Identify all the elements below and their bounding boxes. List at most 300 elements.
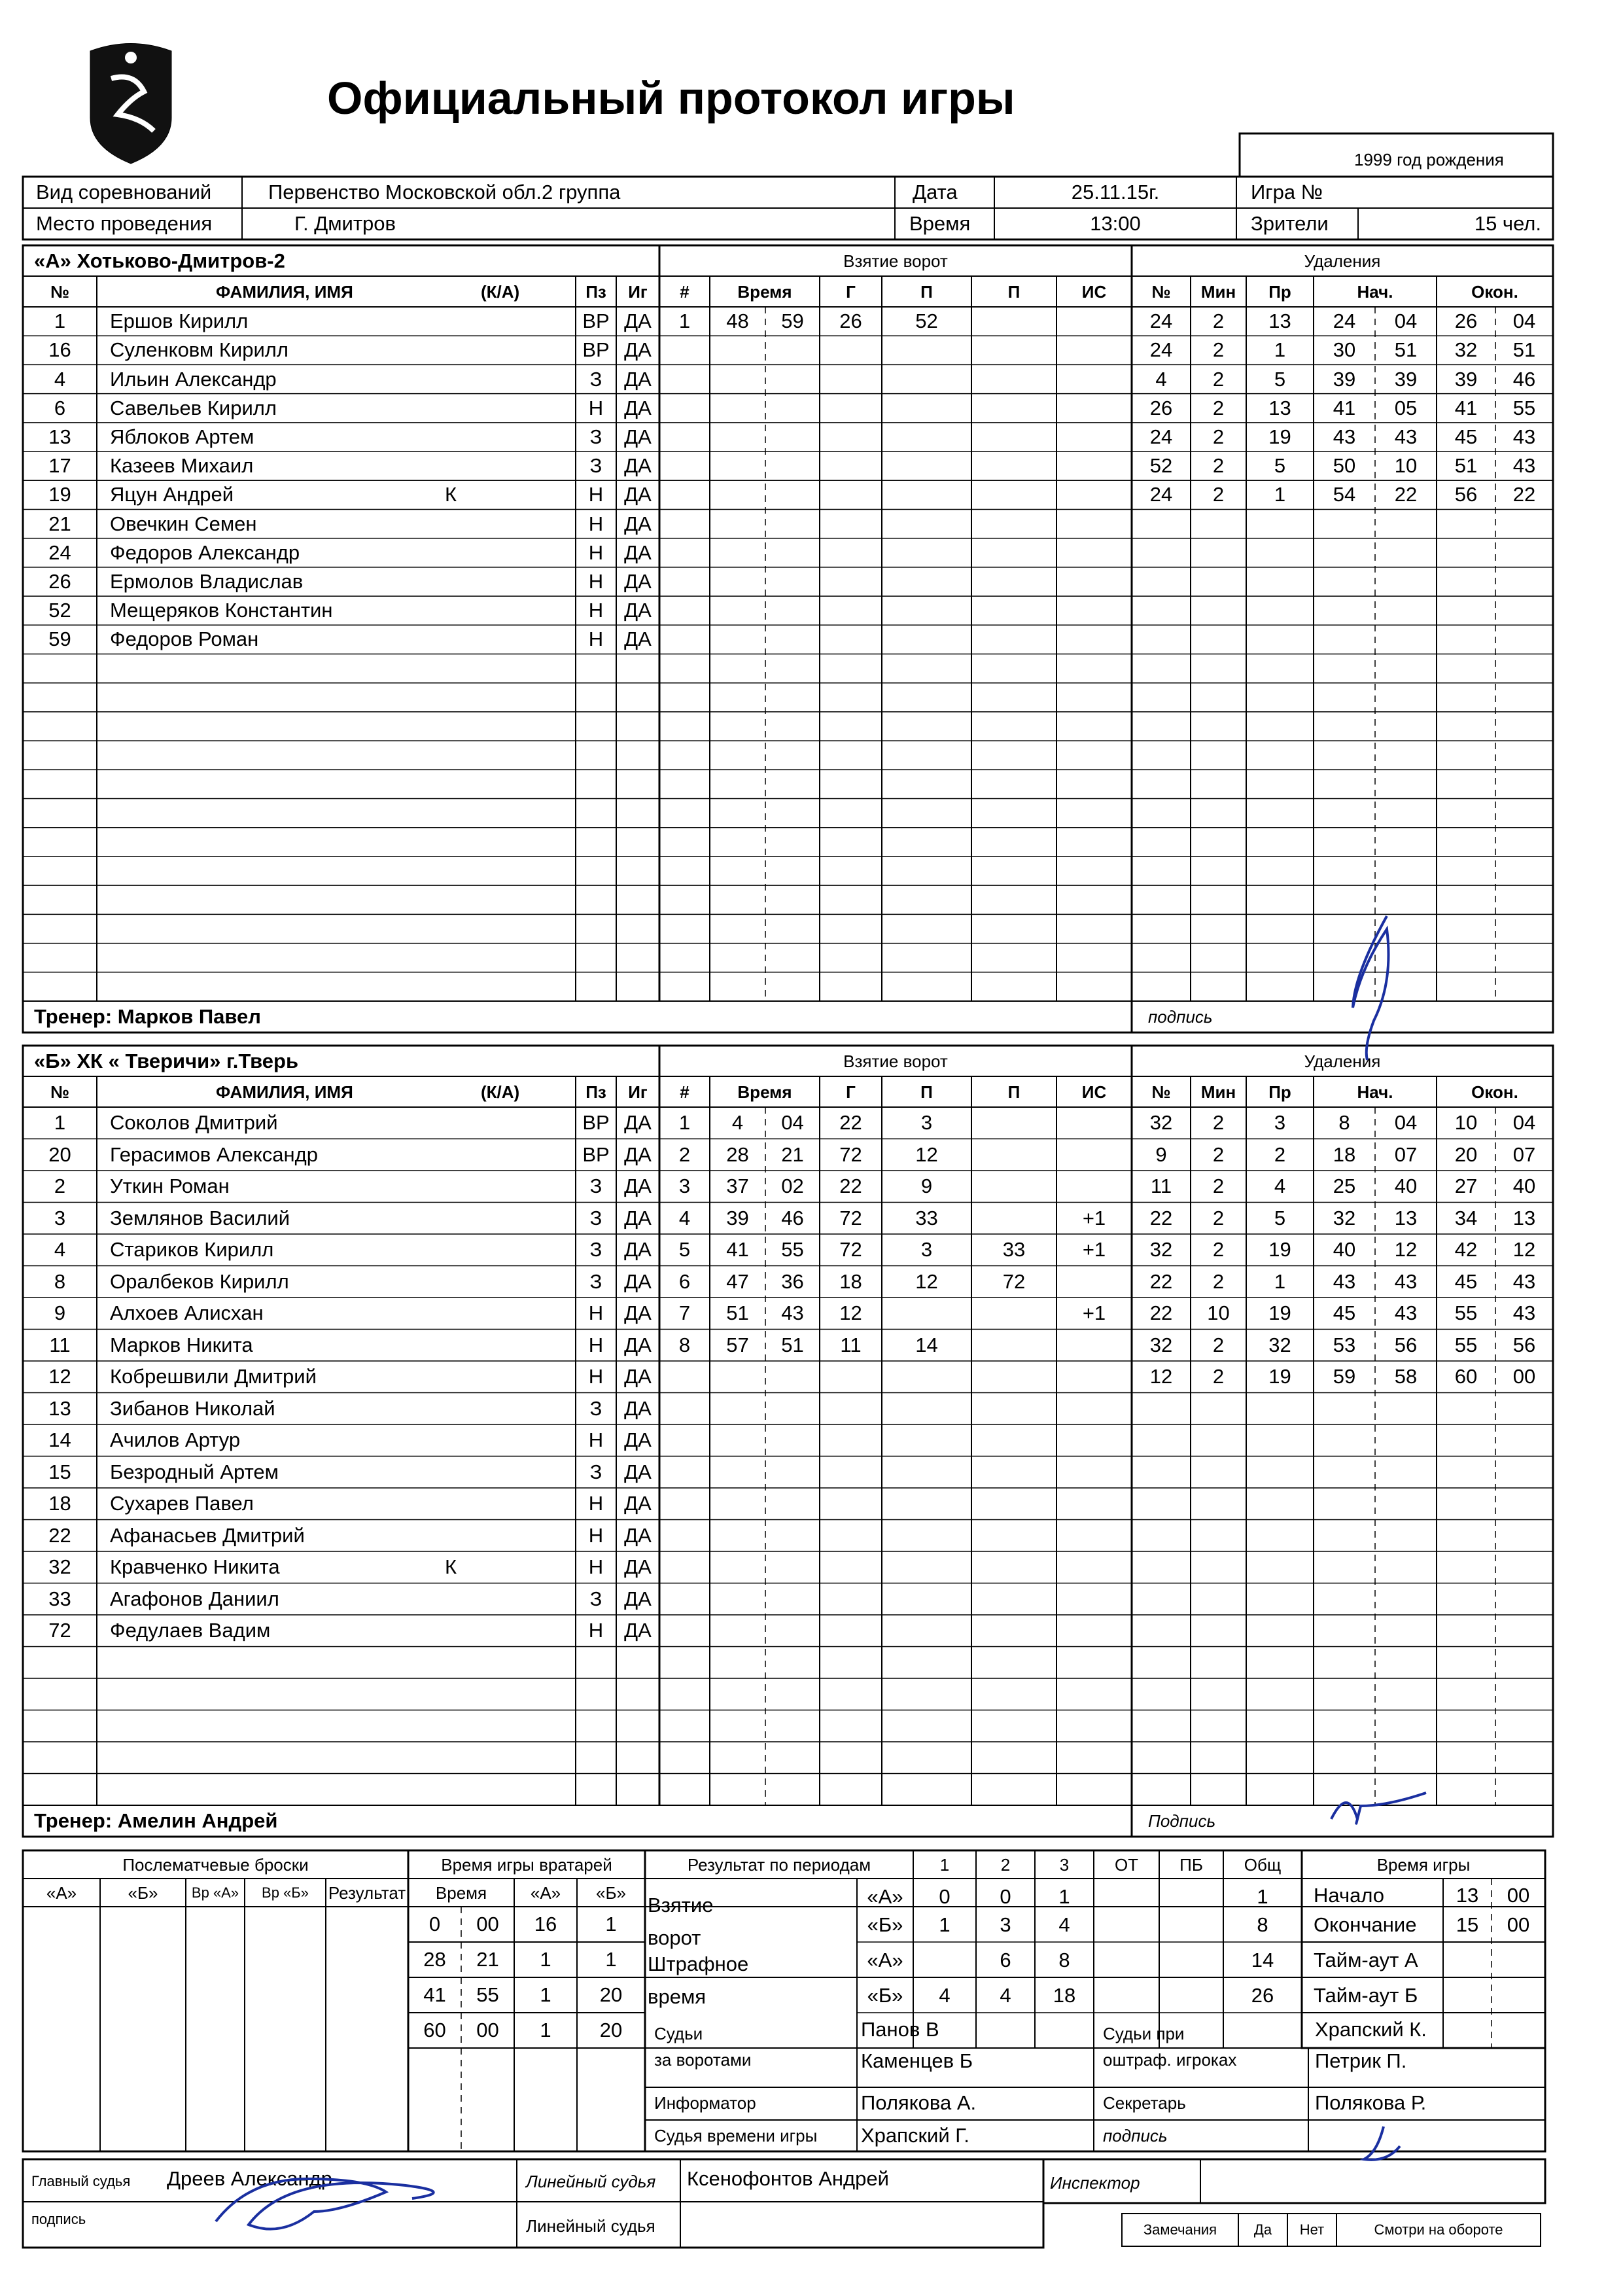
goal-cell: 72 bbox=[839, 1206, 862, 1229]
player-number: 14 bbox=[48, 1428, 71, 1452]
goalie-col-time: Время bbox=[435, 1883, 487, 1903]
penalty-cell: 2 bbox=[1212, 309, 1225, 333]
goalie-cell: 20 bbox=[599, 2019, 623, 2041]
player-number: 6 bbox=[54, 396, 66, 419]
penalty-cell: 2 bbox=[1212, 1269, 1225, 1293]
shootout-col: Вр «А» bbox=[191, 1884, 239, 1901]
penalty-cell: 4 bbox=[1155, 367, 1167, 391]
player-played: ДА bbox=[624, 1174, 652, 1198]
chief-referee-name: Дреев Александр bbox=[167, 2167, 332, 2190]
results-cell: 4 bbox=[939, 1984, 951, 2007]
goal-cell: 2 bbox=[678, 1142, 691, 1166]
player-played: ДА bbox=[624, 309, 652, 333]
player-played: ДА bbox=[624, 367, 652, 391]
penalty-cell: 58 bbox=[1394, 1365, 1418, 1388]
birth-year: 1999 год рождения bbox=[1354, 150, 1504, 169]
pen-judge-2: Петрик П. bbox=[1315, 2049, 1407, 2072]
col-goal-num: # bbox=[680, 282, 689, 302]
time-label: Время bbox=[909, 212, 971, 235]
goal-cell: 22 bbox=[839, 1174, 862, 1198]
goal-cell: 4 bbox=[731, 1111, 744, 1135]
penalty-cell: 43 bbox=[1512, 425, 1536, 448]
player-played: ДА bbox=[624, 1428, 652, 1452]
penalty-cell: 43 bbox=[1333, 1269, 1356, 1293]
goal-cell: 47 bbox=[726, 1269, 749, 1293]
goal-cell: 18 bbox=[839, 1269, 862, 1293]
player-number: 52 bbox=[48, 599, 71, 622]
player-number: 33 bbox=[48, 1587, 71, 1610]
goal-cell: +1 bbox=[1082, 1301, 1106, 1325]
penalty-cell: 32 bbox=[1149, 1111, 1173, 1135]
player-played: ДА bbox=[624, 512, 652, 535]
penalty-cell: 24 bbox=[1149, 338, 1173, 362]
inspector-label: Инспектор bbox=[1050, 2173, 1140, 2193]
penalty-cell: 10 bbox=[1207, 1301, 1230, 1325]
player-name: Оралбеков Кирилл bbox=[110, 1269, 289, 1293]
penalty-cell: 32 bbox=[1149, 1238, 1173, 1262]
penalty-cell: 55 bbox=[1512, 396, 1536, 419]
goalie-col-b: «Б» bbox=[596, 1883, 626, 1903]
penalty-cell: 19 bbox=[1268, 1301, 1291, 1325]
goal-cell: 55 bbox=[781, 1238, 804, 1262]
penalty-cell: 60 bbox=[1454, 1365, 1478, 1388]
results-cell: 18 bbox=[1053, 1984, 1076, 2007]
penalty-cell: 51 bbox=[1512, 338, 1536, 362]
goal-cell: 72 bbox=[1002, 1269, 1026, 1293]
goalie-time-title: Время игры вратарей bbox=[441, 1855, 612, 1875]
results-cell: 8 bbox=[1257, 1913, 1268, 1936]
col-pen-end: Окон. bbox=[1471, 282, 1518, 302]
goal-cell: 04 bbox=[781, 1111, 804, 1135]
penalty-cell: 1 bbox=[1274, 338, 1286, 362]
goal-judge-1: Панов В bbox=[861, 2018, 939, 2041]
game-start-hour: 13 bbox=[1456, 1884, 1479, 1907]
player-played: ДА bbox=[624, 338, 652, 362]
col-assist-1: П bbox=[920, 282, 933, 302]
player-position: Н bbox=[588, 569, 604, 593]
penalty-cell: 3 bbox=[1274, 1111, 1286, 1135]
remarks-see-back: Смотри на обороте bbox=[1374, 2221, 1503, 2238]
penalty-cell: 2 bbox=[1212, 425, 1225, 448]
penalties-title: Удаления bbox=[1304, 251, 1381, 271]
penalty-cell: 50 bbox=[1333, 454, 1356, 478]
player-played: ДА bbox=[624, 483, 652, 506]
penalty-cell: 46 bbox=[1512, 367, 1536, 391]
penalty-cell: 43 bbox=[1394, 425, 1418, 448]
player-name: Федоров Александр bbox=[110, 540, 300, 564]
penalty-cell: 39 bbox=[1394, 367, 1418, 391]
results-team: «Б» bbox=[867, 1984, 903, 2007]
results-cell: 4 bbox=[1058, 1913, 1070, 1936]
spectators-value: 15 чел. bbox=[1474, 212, 1541, 235]
player-name: Суленковм Кирилл bbox=[110, 338, 288, 362]
penalty-cell: 19 bbox=[1268, 425, 1291, 448]
penalty-cell: 9 bbox=[1155, 1142, 1167, 1166]
goal-cell: 57 bbox=[726, 1333, 749, 1356]
results-goals-label: ворот bbox=[648, 1926, 701, 1949]
col-pen-min: Мин bbox=[1200, 1082, 1236, 1102]
penalty-cell: 40 bbox=[1394, 1174, 1418, 1198]
player-name: Агафонов Даниил bbox=[110, 1587, 279, 1610]
player-name: Землянов Василий bbox=[110, 1206, 290, 1229]
player-position: ВР bbox=[582, 1111, 610, 1135]
player-played: ДА bbox=[624, 1523, 652, 1547]
penalty-cell: 52 bbox=[1149, 454, 1173, 478]
goal-cell: 36 bbox=[781, 1269, 804, 1293]
results-cell: 4 bbox=[1000, 1984, 1011, 2007]
results-goals-label: Взятие bbox=[648, 1894, 714, 1916]
player-name: Кравченко Никита bbox=[110, 1555, 280, 1579]
goalie-cell: 00 bbox=[476, 2019, 499, 2041]
penalty-cell: 2 bbox=[1212, 483, 1225, 506]
penalty-cell: 04 bbox=[1394, 1111, 1418, 1135]
goalie-cell: 41 bbox=[423, 1983, 446, 2006]
player-position: З bbox=[589, 1460, 602, 1483]
player-position: З bbox=[589, 454, 602, 478]
penalty-cell: 51 bbox=[1454, 454, 1478, 478]
penalty-cell: 12 bbox=[1512, 1238, 1536, 1262]
player-number: 12 bbox=[48, 1365, 71, 1388]
penalty-cell: 45 bbox=[1333, 1301, 1356, 1325]
col-goal-time: Время bbox=[737, 282, 792, 302]
shootout-col: «Б» bbox=[128, 1883, 158, 1903]
col-pen-start: Нач. bbox=[1357, 1082, 1393, 1102]
game-end-label: Окончание bbox=[1314, 1913, 1417, 1936]
goal-cell: 51 bbox=[726, 1301, 749, 1325]
player-name: Ершов Кирилл bbox=[110, 309, 249, 333]
col-scorer: Г bbox=[846, 1082, 856, 1102]
penalty-cell: 55 bbox=[1454, 1333, 1478, 1356]
penalty-cell: 1 bbox=[1274, 1269, 1286, 1293]
goal-judge-2: Каменцев Б bbox=[861, 2049, 973, 2072]
goal-cell: 43 bbox=[781, 1301, 804, 1325]
col-pen-num: № bbox=[1151, 1082, 1171, 1102]
player-name: Безродный Артем bbox=[110, 1460, 279, 1483]
col-pen-min: Мин bbox=[1200, 282, 1236, 302]
game-start-label: Начало bbox=[1314, 1884, 1385, 1907]
player-played: ДА bbox=[624, 1396, 652, 1420]
player-played: ДА bbox=[624, 627, 652, 651]
goal-judges-label: за воротами bbox=[654, 2050, 752, 2070]
player-name: Яблоков Артем bbox=[110, 425, 254, 448]
penalty-cell: 19 bbox=[1268, 1238, 1291, 1262]
results-team: «Б» bbox=[867, 1913, 903, 1936]
player-position: З bbox=[589, 1587, 602, 1610]
results-cell: 3 bbox=[1000, 1913, 1011, 1936]
goalie-cell: 20 bbox=[599, 1983, 623, 2006]
player-name: Савельев Кирилл bbox=[110, 396, 277, 419]
player-captain-mark: К bbox=[445, 483, 457, 506]
goalie-cell: 00 bbox=[476, 1913, 499, 1935]
goal-cell: 33 bbox=[915, 1206, 938, 1229]
goal-cell: 33 bbox=[1002, 1238, 1026, 1262]
player-position: ВР bbox=[582, 1142, 610, 1166]
results-cell: 8 bbox=[1058, 1949, 1070, 1971]
goal-cell: +1 bbox=[1082, 1238, 1106, 1262]
pen-judge-1: Храпский К. bbox=[1315, 2018, 1427, 2041]
penalty-cell: 2 bbox=[1212, 1111, 1225, 1135]
penalty-cell: 18 bbox=[1333, 1142, 1356, 1166]
penalty-cell: 43 bbox=[1512, 454, 1536, 478]
player-number: 4 bbox=[54, 367, 66, 391]
penalty-cell: 59 bbox=[1333, 1365, 1356, 1388]
player-number: 19 bbox=[48, 483, 71, 506]
player-position: З bbox=[589, 1238, 602, 1262]
player-position: Н bbox=[588, 1492, 604, 1515]
goal-cell: 52 bbox=[915, 309, 938, 333]
penalty-cell: 13 bbox=[1394, 1206, 1418, 1229]
player-number: 8 bbox=[54, 1269, 66, 1293]
col-situation: ИС bbox=[1081, 282, 1107, 302]
timeout-a-label: Тайм-аут А bbox=[1314, 1949, 1418, 1971]
goal-cell: 72 bbox=[839, 1238, 862, 1262]
player-position: ВР bbox=[582, 338, 610, 362]
player-number: 16 bbox=[48, 338, 71, 362]
coach-name: Тренер: Марков Павел bbox=[34, 1005, 261, 1028]
penalty-cell: 2 bbox=[1212, 1238, 1225, 1262]
goal-cell: 59 bbox=[781, 309, 804, 333]
player-played: ДА bbox=[624, 1142, 652, 1166]
team-title: «Б» ХК « Тверичи» г.Тверь bbox=[34, 1050, 299, 1072]
penalty-cell: 43 bbox=[1512, 1269, 1536, 1293]
penalty-cell: 53 bbox=[1333, 1333, 1356, 1356]
col-name: ФАМИЛИЯ, ИМЯ bbox=[216, 282, 353, 302]
player-position: З bbox=[589, 1269, 602, 1293]
player-number: 18 bbox=[48, 1492, 71, 1515]
goalie-cell: 21 bbox=[476, 1948, 499, 1971]
col-played: Иг bbox=[628, 1082, 648, 1102]
penalty-cell: 10 bbox=[1394, 454, 1418, 478]
col-goal-time: Время bbox=[737, 1082, 792, 1102]
player-position: Н bbox=[588, 512, 604, 535]
penalty-cell: 39 bbox=[1454, 367, 1478, 391]
player-number: 20 bbox=[48, 1142, 71, 1166]
penalty-cell: 56 bbox=[1512, 1333, 1536, 1356]
player-name: Кобрешвили Дмитрий bbox=[110, 1365, 317, 1388]
results-cell: 0 bbox=[1000, 1885, 1011, 1908]
player-position: Н bbox=[588, 540, 604, 564]
col-num: № bbox=[50, 282, 69, 302]
col-situation: ИС bbox=[1081, 1082, 1107, 1102]
player-number: 1 bbox=[54, 1111, 66, 1135]
player-position: Н bbox=[588, 1619, 604, 1642]
player-name: Федоров Роман bbox=[110, 627, 259, 651]
player-position: З bbox=[589, 1174, 602, 1198]
informer-label: Информатор bbox=[654, 2093, 756, 2113]
period-col: 2 bbox=[1000, 1855, 1011, 1875]
penalty-cell: 42 bbox=[1454, 1238, 1478, 1262]
penalty-cell: 22 bbox=[1149, 1269, 1173, 1293]
goal-cell: 3 bbox=[920, 1238, 933, 1262]
penalty-cell: 07 bbox=[1394, 1142, 1418, 1166]
penalty-cell: 05 bbox=[1394, 396, 1418, 419]
goals-title: Взятие ворот bbox=[843, 251, 948, 271]
penalty-cell: 32 bbox=[1268, 1333, 1291, 1356]
goal-cell: 22 bbox=[839, 1111, 862, 1135]
team-title: «А» Хотьково-Дмитров-2 bbox=[34, 249, 285, 272]
player-number: 2 bbox=[54, 1174, 66, 1198]
player-name: Стариков Кирилл bbox=[110, 1238, 274, 1262]
timeout-b-label: Тайм-аут Б bbox=[1314, 1984, 1418, 2007]
shootout-col: Вр «Б» bbox=[262, 1884, 309, 1901]
penalty-cell: 32 bbox=[1454, 338, 1478, 362]
goalie-cell: 55 bbox=[476, 1983, 499, 2006]
results-team: «А» bbox=[867, 1885, 903, 1908]
penalty-cell: 5 bbox=[1274, 367, 1286, 391]
penalty-cell: 12 bbox=[1149, 1365, 1173, 1388]
period-col: Общ bbox=[1244, 1855, 1282, 1875]
player-position: Н bbox=[588, 396, 604, 419]
goal-cell: 3 bbox=[678, 1174, 691, 1198]
col-scorer: Г bbox=[846, 282, 856, 302]
results-cell: 14 bbox=[1251, 1949, 1274, 1971]
player-number: 13 bbox=[48, 1396, 71, 1420]
time-value: 13:00 bbox=[1090, 212, 1141, 235]
penalty-cell: 10 bbox=[1454, 1111, 1478, 1135]
goal-cell: 7 bbox=[678, 1301, 691, 1325]
penalty-cell: 2 bbox=[1212, 1142, 1225, 1166]
goal-cell: 12 bbox=[839, 1301, 862, 1325]
penalty-cell: 2 bbox=[1274, 1142, 1286, 1166]
goal-cell: 26 bbox=[839, 309, 862, 333]
chief-signature-label: подпись bbox=[31, 2211, 86, 2227]
penalty-cell: 43 bbox=[1333, 425, 1356, 448]
penalty-cell: 34 bbox=[1454, 1206, 1478, 1229]
venue-value: Г. Дмитров bbox=[294, 212, 396, 235]
goal-cell: 48 bbox=[726, 309, 749, 333]
penalty-cell: 27 bbox=[1454, 1174, 1478, 1198]
results-cell: 1 bbox=[1257, 1885, 1268, 1908]
penalty-cell: 43 bbox=[1394, 1301, 1418, 1325]
goal-cell: 4 bbox=[678, 1206, 691, 1229]
penalty-cell: 24 bbox=[1333, 309, 1356, 333]
player-number: 24 bbox=[48, 540, 71, 564]
col-played: Иг bbox=[628, 282, 648, 302]
player-captain-mark: К bbox=[445, 1555, 457, 1579]
goal-cell: 5 bbox=[678, 1238, 691, 1262]
shootout-col: Результат bbox=[328, 1883, 406, 1903]
linesman-name: Ксенофонтов Андрей bbox=[687, 2167, 889, 2190]
penalty-cell: 04 bbox=[1512, 309, 1536, 333]
player-name: Казеев Михаил bbox=[110, 454, 254, 478]
player-played: ДА bbox=[624, 396, 652, 419]
player-position: Н bbox=[588, 1428, 604, 1452]
penalty-cell: 1 bbox=[1274, 483, 1286, 506]
player-position: З bbox=[589, 425, 602, 448]
officials-signature-label: подпись bbox=[1103, 2126, 1168, 2146]
game-end-hour: 15 bbox=[1456, 1913, 1479, 1936]
col-assist-2: П bbox=[1007, 1082, 1021, 1102]
player-played: ДА bbox=[624, 1460, 652, 1483]
goalie-cell: 0 bbox=[428, 1913, 441, 1935]
penalty-cell: 5 bbox=[1274, 454, 1286, 478]
penalties-title: Удаления bbox=[1304, 1051, 1381, 1071]
player-played: ДА bbox=[624, 1365, 652, 1388]
remarks-yes: Да bbox=[1253, 2221, 1272, 2238]
penalty-cell: 26 bbox=[1454, 309, 1478, 333]
player-played: ДА bbox=[624, 569, 652, 593]
goalie-cell: 1 bbox=[540, 1983, 551, 2006]
goal-cell: 11 bbox=[840, 1333, 862, 1356]
goals-title: Взятие ворот bbox=[843, 1051, 948, 1071]
spectators-label: Зрители bbox=[1251, 212, 1329, 235]
goal-cell: 9 bbox=[920, 1174, 933, 1198]
chief-referee-label: Главный судья bbox=[31, 2173, 131, 2189]
player-name: Яцун Андрей bbox=[110, 483, 234, 506]
pen-judges-label: Судьи при bbox=[1103, 2024, 1185, 2043]
goal-cell: 51 bbox=[781, 1333, 804, 1356]
competition-value: Первенство Московской обл.2 группа bbox=[268, 181, 621, 203]
player-position: Н bbox=[588, 1301, 604, 1325]
player-position: З bbox=[589, 1206, 602, 1229]
player-name: Марков Никита bbox=[110, 1333, 253, 1356]
penalty-cell: 13 bbox=[1512, 1206, 1536, 1229]
col-pen-end: Окон. bbox=[1471, 1082, 1518, 1102]
player-name: Герасимов Александр bbox=[110, 1142, 318, 1166]
penalty-cell: 26 bbox=[1149, 396, 1173, 419]
penalty-cell: 2 bbox=[1212, 454, 1225, 478]
penalty-cell: 51 bbox=[1394, 338, 1418, 362]
penalty-cell: 2 bbox=[1212, 367, 1225, 391]
penalty-cell: 04 bbox=[1394, 309, 1418, 333]
player-name: Ильин Александр bbox=[110, 367, 277, 391]
goal-cell: 8 bbox=[678, 1333, 691, 1356]
player-played: ДА bbox=[624, 1492, 652, 1515]
player-number: 59 bbox=[48, 627, 71, 651]
pen-judges-label: оштраф. игроках bbox=[1103, 2050, 1237, 2070]
penalty-cell: 2 bbox=[1212, 338, 1225, 362]
results-cell: 6 bbox=[1000, 1949, 1011, 1971]
game-time-title: Время игры bbox=[1376, 1855, 1471, 1875]
player-played: ДА bbox=[624, 1333, 652, 1356]
timekeeper-label: Судья времени игры bbox=[654, 2126, 818, 2146]
goal-cell: 41 bbox=[726, 1238, 749, 1262]
penalty-cell: 43 bbox=[1394, 1269, 1418, 1293]
goal-cell: 12 bbox=[915, 1269, 938, 1293]
player-number: 9 bbox=[54, 1301, 66, 1325]
player-played: ДА bbox=[624, 1238, 652, 1262]
shootout-col: «А» bbox=[46, 1883, 77, 1903]
penalty-cell: 41 bbox=[1454, 396, 1478, 419]
player-played: ДА bbox=[624, 1269, 652, 1293]
player-name: Афанасьев Дмитрий bbox=[110, 1523, 305, 1547]
linesman-2-label: Линейный судья bbox=[526, 2216, 655, 2236]
venue-label: Место проведения bbox=[36, 212, 213, 235]
goal-cell: 14 bbox=[915, 1333, 938, 1356]
goal-cell: 28 bbox=[726, 1142, 749, 1166]
goalie-cell: 60 bbox=[423, 2019, 446, 2041]
penalty-cell: 30 bbox=[1333, 338, 1356, 362]
results-team: «А» bbox=[867, 1949, 903, 1971]
col-assist-2: П bbox=[1007, 282, 1021, 302]
player-number: 32 bbox=[48, 1555, 71, 1579]
penalty-cell: 43 bbox=[1512, 1301, 1536, 1325]
penalty-cell: 13 bbox=[1268, 309, 1291, 333]
player-played: ДА bbox=[624, 1206, 652, 1229]
goal-cell: 3 bbox=[920, 1111, 933, 1135]
col-pen-reason: Пр bbox=[1268, 1082, 1291, 1102]
penalty-cell: 56 bbox=[1454, 483, 1478, 506]
date-label: Дата bbox=[913, 181, 958, 203]
col-assist-1: П bbox=[920, 1082, 933, 1102]
player-number: 72 bbox=[48, 1619, 71, 1642]
player-number: 21 bbox=[48, 512, 71, 535]
player-number: 11 bbox=[49, 1333, 71, 1356]
penalty-cell: 41 bbox=[1333, 396, 1356, 419]
col-num: № bbox=[50, 1082, 69, 1102]
penalty-cell: 45 bbox=[1454, 425, 1478, 448]
penalty-cell: 2 bbox=[1212, 1174, 1225, 1198]
